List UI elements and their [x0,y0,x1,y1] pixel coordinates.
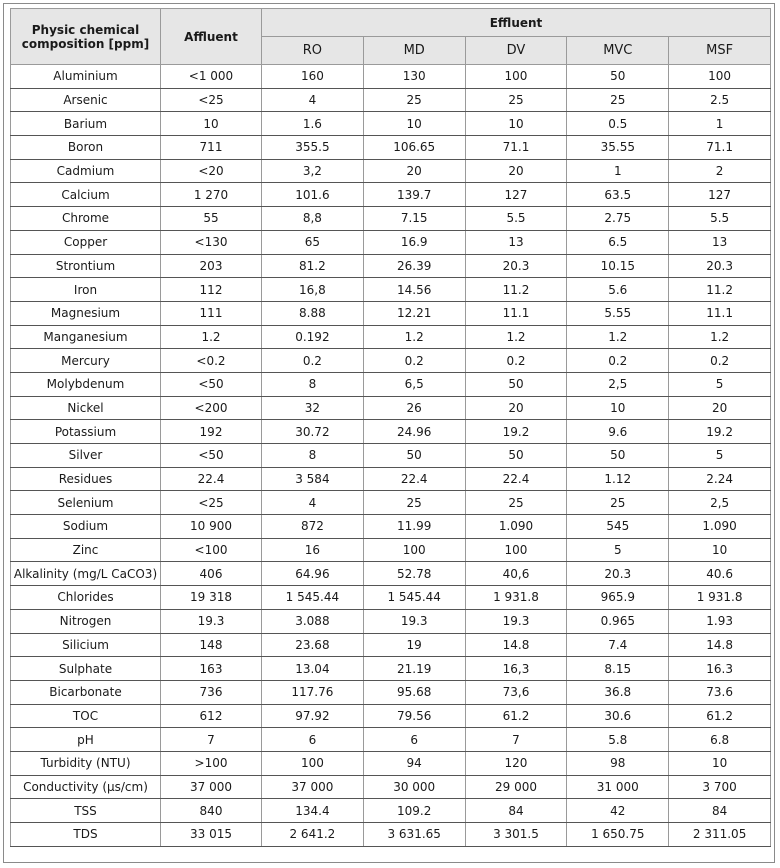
table-row [11,159,771,183]
affluent-value-cell: <50 [161,444,262,468]
effluent-group-header: Effluent [262,9,771,37]
effluent-value-cell: 1 650.75 [567,823,669,847]
effluent-value-cell: 100 [262,751,364,775]
table-row [11,823,771,847]
table-row [11,491,771,515]
effluent-value-cell: 64.96 [262,562,364,586]
effluent-value-cell: 50 [567,65,669,89]
effluent-value-cell: 1.2 [465,325,567,349]
table-row [11,467,771,491]
affluent-value-cell: 736 [161,680,262,704]
effluent-value-cell: 6.5 [567,230,669,254]
effluent-value-cell: 97.92 [262,704,364,728]
table-row [11,680,771,704]
component-name-cell: Mercury [11,349,161,373]
effluent-value-cell: 7 [465,728,567,752]
affluent-value-cell: 22.4 [161,467,262,491]
table-row [11,538,771,562]
table-row [11,515,771,539]
effluent-value-cell: 6 [262,728,364,752]
effluent-value-cell: 3,2 [262,159,364,183]
table-row [11,444,771,468]
component-name-cell: Arsenic [11,88,161,112]
effluent-value-cell: 98 [567,751,669,775]
effluent-value-cell: 1.2 [567,325,669,349]
effluent-value-cell: 1.93 [669,609,771,633]
effluent-value-cell: 35.55 [567,136,669,160]
effluent-value-cell: 25 [465,88,567,112]
effluent-value-cell: 100 [465,65,567,89]
effluent-value-cell: 872 [262,515,364,539]
effluent-value-cell: 8 [262,444,364,468]
effluent-value-cell: 8 [262,372,364,396]
table-row [11,751,771,775]
component-name-cell: Silicium [11,633,161,657]
effluent-value-cell: 6.8 [669,728,771,752]
effluent-column-header: DV [465,37,567,65]
effluent-value-cell: 36.8 [567,680,669,704]
effluent-value-cell: 1.090 [669,515,771,539]
component-name-cell: Copper [11,230,161,254]
component-name-cell: Selenium [11,491,161,515]
effluent-value-cell: 11.99 [363,515,465,539]
effluent-value-cell: 3 301.5 [465,823,567,847]
table-row [11,254,771,278]
effluent-value-cell: 32 [262,396,364,420]
effluent-value-cell: 16.9 [363,230,465,254]
effluent-value-cell: 127 [669,183,771,207]
effluent-value-cell: 0.2 [465,349,567,373]
effluent-value-cell: 23.68 [262,633,364,657]
affluent-value-cell: 840 [161,799,262,823]
effluent-value-cell: 5.5 [669,207,771,231]
effluent-value-cell: 100 [669,65,771,89]
effluent-column-header: MSF [669,37,771,65]
effluent-value-cell: 37 000 [262,775,364,799]
component-name-cell: Bicarbonate [11,680,161,704]
table-row [11,799,771,823]
effluent-value-cell: 30.6 [567,704,669,728]
effluent-value-cell: 20 [363,159,465,183]
affluent-value-cell: 1.2 [161,325,262,349]
effluent-value-cell: 95.68 [363,680,465,704]
effluent-value-cell: 19.2 [465,420,567,444]
effluent-value-cell: 16,3 [465,657,567,681]
table-row [11,633,771,657]
effluent-value-cell: 5.6 [567,278,669,302]
component-name-cell: Potassium [11,420,161,444]
effluent-value-cell: 100 [465,538,567,562]
effluent-value-cell: 8.15 [567,657,669,681]
component-name-cell: Magnesium [11,301,161,325]
effluent-value-cell: 11.2 [669,278,771,302]
affluent-value-cell: 10 900 [161,515,262,539]
effluent-value-cell: 1 931.8 [465,586,567,610]
table-row [11,65,771,89]
effluent-value-cell: 26.39 [363,254,465,278]
effluent-value-cell: 1.090 [465,515,567,539]
effluent-value-cell: 9.6 [567,420,669,444]
affluent-value-cell: 33 015 [161,823,262,847]
table-row [11,609,771,633]
effluent-value-cell: 14.8 [669,633,771,657]
table-row [11,230,771,254]
effluent-value-cell: 11.1 [465,301,567,325]
effluent-value-cell: 109.2 [363,799,465,823]
effluent-value-cell: 65 [262,230,364,254]
effluent-value-cell: 84 [669,799,771,823]
affluent-value-cell: 7 [161,728,262,752]
effluent-value-cell: 50 [567,444,669,468]
table-body [11,65,771,847]
effluent-value-cell: 19.3 [465,609,567,633]
effluent-value-cell: 7.4 [567,633,669,657]
effluent-value-cell: 50 [465,444,567,468]
effluent-value-cell: 1.6 [262,112,364,136]
table-row [11,586,771,610]
effluent-value-cell: 14.8 [465,633,567,657]
effluent-value-cell: 11.1 [669,301,771,325]
affluent-value-cell: 163 [161,657,262,681]
effluent-value-cell: 11.2 [465,278,567,302]
effluent-value-cell: 5.5 [465,207,567,231]
effluent-value-cell: 81.2 [262,254,364,278]
effluent-value-cell: 20.3 [669,254,771,278]
component-name-cell: Chlorides [11,586,161,610]
table-row [11,396,771,420]
effluent-value-cell: 0.2 [669,349,771,373]
effluent-value-cell: 1 [567,159,669,183]
component-name-cell: Iron [11,278,161,302]
effluent-value-cell: 1.2 [363,325,465,349]
effluent-value-cell: 3 584 [262,467,364,491]
effluent-value-cell: 20.3 [465,254,567,278]
table-row [11,183,771,207]
effluent-value-cell: 545 [567,515,669,539]
affluent-value-cell: 1 270 [161,183,262,207]
effluent-value-cell: 19.3 [363,609,465,633]
effluent-value-cell: 1 545.44 [363,586,465,610]
affluent-value-cell: <20 [161,159,262,183]
effluent-value-cell: 79.56 [363,704,465,728]
component-name-cell: Calcium [11,183,161,207]
effluent-column-header: MD [363,37,465,65]
effluent-value-cell: 2 641.2 [262,823,364,847]
component-name-cell: Aluminium [11,65,161,89]
effluent-value-cell: 52.78 [363,562,465,586]
effluent-value-cell: 130 [363,65,465,89]
affluent-value-cell: 112 [161,278,262,302]
effluent-value-cell: 71.1 [465,136,567,160]
table-row [11,112,771,136]
affluent-value-cell: 37 000 [161,775,262,799]
effluent-value-cell: 25 [567,491,669,515]
effluent-value-cell: 50 [465,372,567,396]
effluent-value-cell: 0.965 [567,609,669,633]
affluent-value-cell: <25 [161,88,262,112]
effluent-value-cell: 10 [669,751,771,775]
effluent-value-cell: 4 [262,88,364,112]
effluent-value-cell: 10 [363,112,465,136]
effluent-value-cell: 14.56 [363,278,465,302]
component-name-cell: TOC [11,704,161,728]
effluent-value-cell: 8,8 [262,207,364,231]
effluent-value-cell: 61.2 [465,704,567,728]
effluent-value-cell: 139.7 [363,183,465,207]
effluent-value-cell: 25 [363,491,465,515]
component-name-cell: Residues [11,467,161,491]
effluent-value-cell: 25 [465,491,567,515]
component-name-cell: Turbidity (NTU) [11,751,161,775]
effluent-value-cell: 2.24 [669,467,771,491]
composition-column-header: Physic chemical composition [ppm] [11,9,161,65]
table-row [11,278,771,302]
component-name-cell: Conductivity (µs/cm) [11,775,161,799]
component-name-cell: Alkalinity (mg/L CaCO3) [11,562,161,586]
effluent-value-cell: 13 [465,230,567,254]
effluent-value-cell: 71.1 [669,136,771,160]
component-name-cell: TSS [11,799,161,823]
effluent-value-cell: 1 [669,112,771,136]
effluent-value-cell: 40,6 [465,562,567,586]
component-name-cell: Boron [11,136,161,160]
effluent-value-cell: 19 [363,633,465,657]
effluent-value-cell: 6,5 [363,372,465,396]
effluent-value-cell: 10.15 [567,254,669,278]
effluent-value-cell: 5.55 [567,301,669,325]
component-name-cell: Cadmium [11,159,161,183]
effluent-value-cell: 20 [465,396,567,420]
effluent-value-cell: 5 [669,444,771,468]
effluent-value-cell: 31 000 [567,775,669,799]
effluent-value-cell: 127 [465,183,567,207]
table-row [11,728,771,752]
effluent-value-cell: 73.6 [669,680,771,704]
effluent-column-header: RO [262,37,364,65]
effluent-value-cell: 5 [567,538,669,562]
effluent-value-cell: 0.5 [567,112,669,136]
effluent-value-cell: 24.96 [363,420,465,444]
affluent-value-cell: 612 [161,704,262,728]
effluent-value-cell: 16 [262,538,364,562]
table-row [11,207,771,231]
effluent-value-cell: 1.2 [669,325,771,349]
table-header [11,9,771,65]
composition-table [10,8,771,847]
effluent-value-cell: 16.3 [669,657,771,681]
component-name-cell: Molybdenum [11,372,161,396]
effluent-value-cell: 13.04 [262,657,364,681]
effluent-value-cell: 25 [363,88,465,112]
effluent-value-cell: 7.15 [363,207,465,231]
effluent-value-cell: 5.8 [567,728,669,752]
affluent-value-cell: 19.3 [161,609,262,633]
effluent-value-cell: 13 [669,230,771,254]
affluent-value-cell: 711 [161,136,262,160]
effluent-value-cell: 6 [363,728,465,752]
effluent-value-cell: 100 [363,538,465,562]
effluent-value-cell: 355.5 [262,136,364,160]
effluent-value-cell: 0.2 [567,349,669,373]
effluent-value-cell: 26 [363,396,465,420]
effluent-value-cell: 3.088 [262,609,364,633]
effluent-value-cell: 22.4 [363,467,465,491]
effluent-value-cell: 160 [262,65,364,89]
effluent-value-cell: 2 [669,159,771,183]
effluent-value-cell: 5 [669,372,771,396]
effluent-value-cell: 134.4 [262,799,364,823]
effluent-value-cell: 21.19 [363,657,465,681]
effluent-value-cell: 2,5 [567,372,669,396]
affluent-value-cell: <1 000 [161,65,262,89]
effluent-value-cell: 2.75 [567,207,669,231]
effluent-value-cell: 29 000 [465,775,567,799]
component-name-cell: Strontium [11,254,161,278]
table-row [11,372,771,396]
component-name-cell: Nitrogen [11,609,161,633]
affluent-value-cell: <100 [161,538,262,562]
table-row [11,775,771,799]
effluent-value-cell: 3 631.65 [363,823,465,847]
effluent-value-cell: 4 [262,491,364,515]
affluent-value-cell: 203 [161,254,262,278]
effluent-value-cell: 20 [465,159,567,183]
effluent-value-cell: 63.5 [567,183,669,207]
effluent-value-cell: 40.6 [669,562,771,586]
effluent-value-cell: 0.192 [262,325,364,349]
effluent-value-cell: 10 [465,112,567,136]
effluent-value-cell: 1.12 [567,467,669,491]
table-row [11,349,771,373]
table-row [11,136,771,160]
effluent-value-cell: 10 [669,538,771,562]
effluent-value-cell: 16,8 [262,278,364,302]
effluent-value-cell: 30.72 [262,420,364,444]
component-name-cell: Barium [11,112,161,136]
effluent-value-cell: 20.3 [567,562,669,586]
affluent-value-cell: <200 [161,396,262,420]
effluent-value-cell: 1 545.44 [262,586,364,610]
component-name-cell: pH [11,728,161,752]
component-name-cell: Manganesium [11,325,161,349]
effluent-value-cell: 22.4 [465,467,567,491]
table-row [11,325,771,349]
component-name-cell: Zinc [11,538,161,562]
effluent-value-cell: 73,6 [465,680,567,704]
affluent-value-cell: <130 [161,230,262,254]
effluent-value-cell: 0.2 [363,349,465,373]
component-name-cell: TDS [11,823,161,847]
table-row [11,704,771,728]
affluent-value-cell: 192 [161,420,262,444]
affluent-value-cell: 55 [161,207,262,231]
effluent-value-cell: 10 [567,396,669,420]
component-name-cell: Nickel [11,396,161,420]
effluent-value-cell: 0.2 [262,349,364,373]
effluent-value-cell: 30 000 [363,775,465,799]
component-name-cell: Sodium [11,515,161,539]
affluent-value-cell: 148 [161,633,262,657]
effluent-column-header: MVC [567,37,669,65]
effluent-value-cell: 2,5 [669,491,771,515]
affluent-value-cell: >100 [161,751,262,775]
table-row [11,301,771,325]
table-row [11,420,771,444]
affluent-value-cell: <0.2 [161,349,262,373]
effluent-value-cell: 106.65 [363,136,465,160]
effluent-value-cell: 61.2 [669,704,771,728]
table-row [11,562,771,586]
affluent-value-cell: 19 318 [161,586,262,610]
effluent-value-cell: 50 [363,444,465,468]
affluent-value-cell: <50 [161,372,262,396]
component-name-cell: Sulphate [11,657,161,681]
table-row [11,88,771,112]
effluent-value-cell: 120 [465,751,567,775]
effluent-value-cell: 42 [567,799,669,823]
effluent-value-cell: 84 [465,799,567,823]
effluent-value-cell: 8.88 [262,301,364,325]
affluent-value-cell: 10 [161,112,262,136]
effluent-value-cell: 19.2 [669,420,771,444]
effluent-value-cell: 2 311.05 [669,823,771,847]
affluent-value-cell: 111 [161,301,262,325]
effluent-value-cell: 101.6 [262,183,364,207]
component-name-cell: Silver [11,444,161,468]
effluent-value-cell: 12.21 [363,301,465,325]
effluent-value-cell: 117.76 [262,680,364,704]
effluent-value-cell: 2.5 [669,88,771,112]
table-row [11,657,771,681]
affluent-value-cell: 406 [161,562,262,586]
effluent-value-cell: 1 931.8 [669,586,771,610]
effluent-value-cell: 94 [363,751,465,775]
effluent-value-cell: 965.9 [567,586,669,610]
effluent-value-cell: 20 [669,396,771,420]
component-name-cell: Chrome [11,207,161,231]
affluent-column-header: Affluent [161,9,262,65]
effluent-value-cell: 25 [567,88,669,112]
affluent-value-cell: <25 [161,491,262,515]
effluent-value-cell: 3 700 [669,775,771,799]
